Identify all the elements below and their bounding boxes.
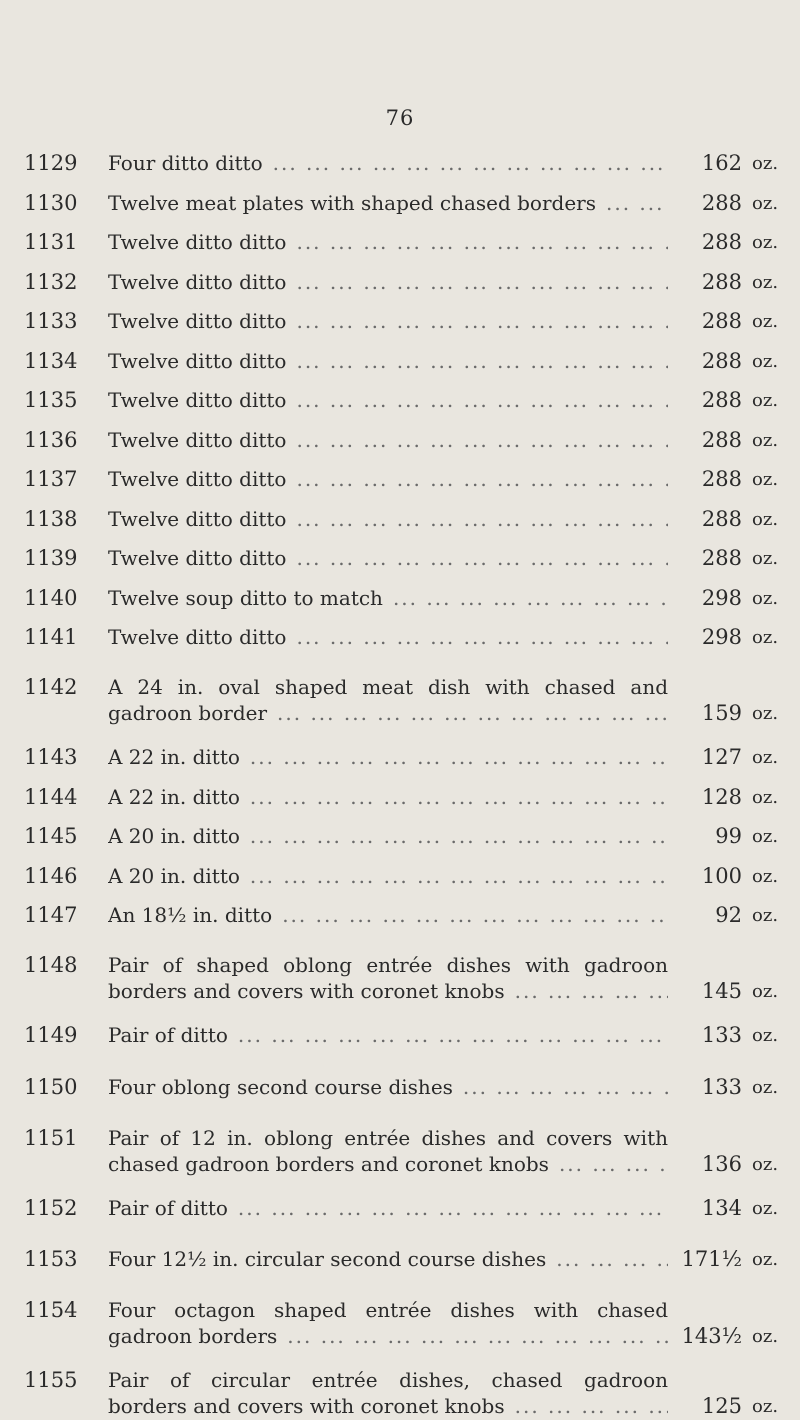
weight-unit: oz. [752, 508, 779, 530]
lot-description [108, 624, 668, 650]
lot-weight: 92 [715, 903, 742, 927]
lot-number: 1141 [24, 625, 78, 649]
lot-number: 1142 [24, 675, 78, 699]
lot-number: 1134 [24, 348, 78, 373]
lot-description [108, 1367, 668, 1419]
lot-description [108, 1125, 668, 1177]
dot-leader [240, 784, 668, 810]
lot-number: 1136 [24, 427, 78, 452]
lot-description-line: Twelve ditto ditto [108, 467, 287, 491]
lot-description [108, 784, 668, 810]
weight-unit: oz. [752, 865, 779, 887]
lot-description-line: borders and covers with coronet knobs [108, 1394, 505, 1418]
lot-number: 1151 [24, 1126, 78, 1150]
lot-description [108, 744, 668, 770]
lot-weight: 298 [701, 585, 742, 610]
weight-unit: oz. [752, 627, 779, 648]
weight-unit: oz. [752, 786, 779, 808]
dot-leader [240, 744, 668, 770]
lot-weight: 136 [701, 1152, 742, 1176]
dot-leader [277, 1323, 668, 1349]
lot-description-line: Twelve ditto ditto [108, 230, 287, 254]
dot-leader [286, 387, 668, 413]
lot-number: 1132 [24, 269, 78, 294]
dot-leader [286, 427, 668, 453]
lot-description-line: Twelve ditto ditto [108, 309, 287, 333]
weight-unit: oz. [752, 905, 779, 926]
dot-leader [240, 863, 668, 889]
lot-number: 1143 [24, 745, 78, 769]
lot-weight: 128 [701, 784, 742, 809]
lot-number: 1145 [24, 824, 78, 848]
weight-unit: oz. [752, 1396, 779, 1417]
lot-number: 1152 [24, 1196, 78, 1220]
lot-description [108, 1022, 668, 1048]
lot-number: 1140 [24, 585, 78, 610]
lot-description-line: A 22 in. ditto [108, 745, 240, 769]
lot-number: 1153 [24, 1247, 78, 1271]
lot-weight: 288 [701, 348, 742, 373]
lot-description-line: Pair of circular entrée dishes, chased gadroon [108, 1368, 668, 1392]
lot-weight: 99 [715, 824, 742, 848]
lot-description-line: Pair of ditto [108, 1196, 228, 1220]
lot-description-line: Twelve ditto ditto [108, 348, 287, 373]
lot-weight: 288 [701, 467, 742, 491]
weight-unit: oz. [752, 1198, 779, 1219]
lot-description-line: chased gadroon borders and coronet knobs [108, 1152, 549, 1176]
lot-weight: 288 [701, 388, 742, 412]
lot-number: 1149 [24, 1023, 78, 1047]
lot-description [108, 823, 668, 849]
lot-description-line: Twelve meat plates with shaped chased borders [108, 190, 596, 215]
lot-weight: 127 [701, 745, 742, 769]
lot-description [108, 427, 668, 453]
lot-description [108, 1195, 668, 1221]
dot-leader [505, 1393, 668, 1419]
lot-description [108, 150, 668, 176]
dot-leader [286, 229, 668, 255]
lot-weight: 133 [701, 1023, 742, 1047]
lot-number: 1154 [24, 1298, 78, 1322]
dot-leader [383, 585, 668, 611]
dot-leader [546, 1246, 668, 1272]
lot-description [108, 952, 668, 1004]
lot-description [108, 1297, 668, 1349]
lot-description [108, 1074, 668, 1100]
weight-unit: oz. [752, 1154, 779, 1175]
lot-number: 1133 [24, 309, 78, 333]
dot-leader [549, 1151, 668, 1177]
weight-unit: oz. [752, 1025, 779, 1046]
lot-number: 1150 [24, 1075, 78, 1099]
lot-number: 1144 [24, 784, 78, 809]
dot-leader [228, 1022, 668, 1048]
weight-unit: oz. [752, 429, 779, 451]
weight-unit: oz. [752, 232, 779, 253]
lot-description-line: Twelve ditto ditto [108, 506, 287, 531]
weight-unit: oz. [752, 587, 779, 609]
lot-number: 1130 [24, 190, 78, 215]
lot-description-line: A 22 in. ditto [108, 784, 240, 809]
lot-description-line: A 20 in. ditto [108, 824, 240, 848]
lot-description-line: borders and covers with coronet knobs [108, 979, 505, 1003]
weight-unit: oz. [752, 1077, 779, 1098]
dot-leader [272, 902, 668, 928]
lot-description-line: A 20 in. ditto [108, 863, 240, 888]
lot-weight: 145 [701, 979, 742, 1003]
lot-weight: 162 [701, 151, 742, 175]
weight-unit: oz. [752, 153, 779, 174]
lot-description-line: Four ditto ditto [108, 151, 263, 175]
lot-weight: 288 [701, 190, 742, 215]
lot-description [108, 863, 668, 889]
lot-weight: 134 [701, 1196, 742, 1220]
dot-leader [286, 624, 668, 650]
weight-unit: oz. [752, 390, 779, 411]
lot-description [108, 1246, 668, 1272]
lot-description-line: Four octagon shaped entrée dishes with chased [108, 1298, 668, 1322]
dot-leader [228, 1195, 668, 1221]
dot-leader [286, 506, 668, 532]
dot-leader [505, 978, 668, 1004]
lot-description [108, 674, 668, 726]
dot-leader [453, 1074, 668, 1100]
lot-weight: 133 [701, 1075, 742, 1099]
lot-weight: 125 [701, 1394, 742, 1418]
dot-leader [286, 466, 668, 492]
lot-description-line: Pair of shaped oblong entrée dishes with gadroon [108, 953, 668, 977]
lot-number: 1135 [24, 388, 78, 412]
lot-weight: 288 [701, 269, 742, 294]
weight-unit: oz. [752, 747, 779, 768]
lot-description-line: Twelve ditto ditto [108, 427, 287, 452]
lot-weight: 288 [701, 230, 742, 254]
lot-weight: 143½ [681, 1324, 742, 1348]
lot-description [108, 308, 668, 334]
lot-description [108, 585, 668, 611]
lot-number: 1131 [24, 230, 78, 254]
lot-number: 1139 [24, 546, 78, 570]
lot-description [108, 506, 668, 532]
weight-unit: oz. [752, 192, 779, 214]
dot-leader [263, 150, 668, 176]
lot-number: 1129 [24, 151, 78, 175]
lot-description [108, 387, 668, 413]
weight-unit: oz. [752, 703, 779, 724]
lot-description-line: gadroon borders [108, 1324, 278, 1348]
weight-unit: oz. [752, 350, 779, 372]
lot-weight: 288 [701, 506, 742, 531]
lot-weight: 171½ [681, 1247, 742, 1271]
lot-number: 1148 [24, 953, 78, 977]
dot-leader [286, 545, 668, 571]
dot-leader [267, 700, 668, 726]
weight-unit: oz. [752, 311, 779, 332]
lot-description [108, 269, 668, 295]
lot-description-line: A 24 in. oval shaped meat dish with chased and [108, 675, 668, 699]
lot-description-line: Pair of 12 in. oblong entrée dishes and covers with [108, 1126, 668, 1150]
lot-number: 1155 [24, 1368, 78, 1392]
lot-description [108, 902, 668, 928]
lot-description-line: Four 12½ in. circular second course dishes [108, 1247, 547, 1271]
weight-unit: oz. [752, 1326, 779, 1347]
lot-weight: 288 [701, 309, 742, 333]
weight-unit: oz. [752, 469, 779, 490]
dot-leader [286, 269, 668, 295]
dot-leader [240, 823, 668, 849]
lot-description-line: An 18½ in. ditto [108, 903, 273, 927]
lot-description-line: Pair of ditto [108, 1023, 228, 1047]
lot-number: 1147 [24, 903, 78, 927]
lot-weight: 288 [701, 546, 742, 570]
lot-description-line: Twelve ditto ditto [108, 546, 287, 570]
weight-unit: oz. [752, 548, 779, 569]
lot-description [108, 545, 668, 571]
dot-leader [596, 190, 668, 216]
lot-description [108, 190, 668, 216]
weight-unit: oz. [752, 981, 779, 1002]
lot-description [108, 348, 668, 374]
lot-description [108, 229, 668, 255]
page-number: 76 [385, 106, 415, 130]
lot-number: 1146 [24, 863, 78, 888]
dot-leader [286, 308, 668, 334]
lot-weight: 298 [701, 625, 742, 649]
lot-description-line: Four oblong second course dishes [108, 1075, 453, 1099]
weight-unit: oz. [752, 1249, 779, 1270]
lot-description [108, 466, 668, 492]
dot-leader [286, 348, 668, 374]
lot-weight: 100 [701, 863, 742, 888]
lot-description-line: Twelve ditto ditto [108, 625, 287, 649]
lot-description-line: Twelve ditto ditto [108, 388, 287, 412]
weight-unit: oz. [752, 271, 779, 293]
lot-number: 1138 [24, 506, 78, 531]
weight-unit: oz. [752, 826, 779, 847]
lot-description-line: Twelve soup ditto to match [108, 585, 383, 610]
lot-description-line: gadroon border [108, 701, 268, 725]
lot-weight: 288 [701, 427, 742, 452]
lot-description-line: Twelve ditto ditto [108, 269, 287, 294]
lot-weight: 159 [701, 701, 742, 725]
lot-number: 1137 [24, 467, 78, 491]
